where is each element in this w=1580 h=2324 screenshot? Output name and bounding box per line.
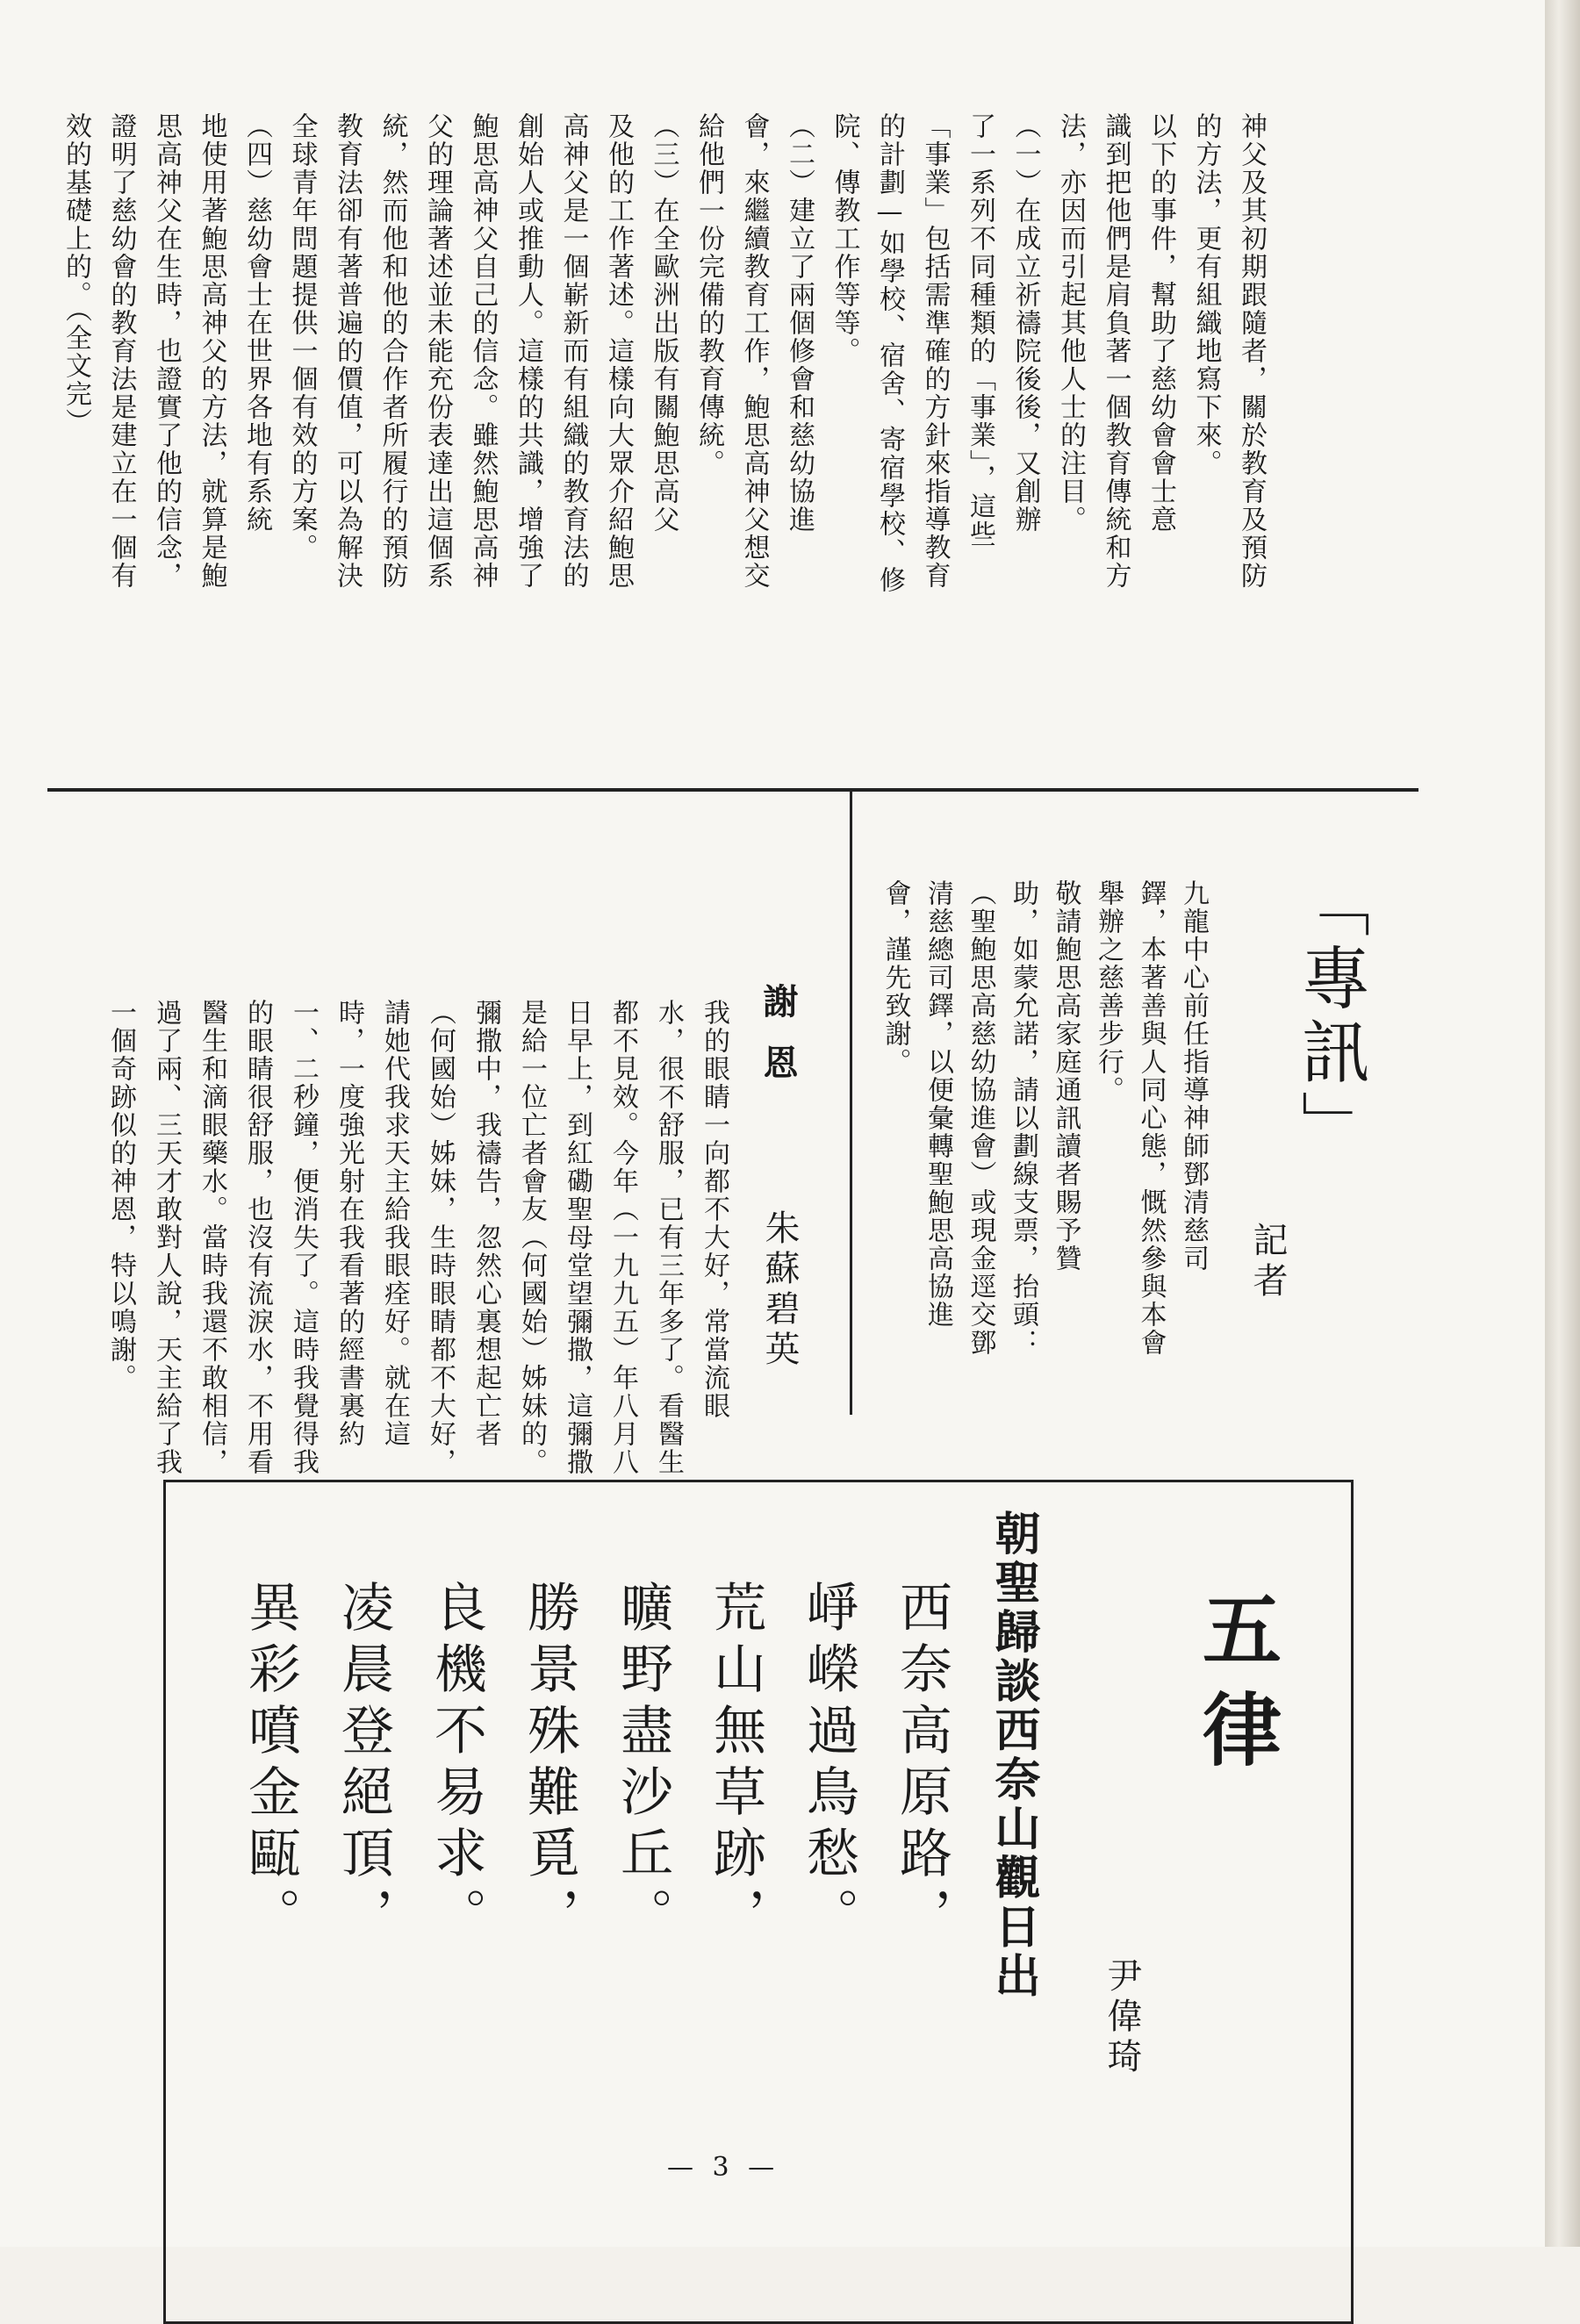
- thanks-column: 一個奇跡似的神恩，特以鳴謝。: [105, 999, 136, 1392]
- page-number: — 3 —: [667, 2152, 780, 2183]
- thanks-column: 的眼睛很舒服，也沒有流淚水，不用看: [242, 999, 273, 1476]
- poem-line: 西奈高原路，: [891, 1580, 952, 1948]
- article-column: （二）建立了兩個修會和慈幼協進: [784, 112, 815, 534]
- article-column: 會，來繼續教育工作，鮑思高神父想交: [738, 112, 770, 590]
- article-column: 教育法卻有著普遍的價值，可以為解決: [332, 112, 363, 590]
- article-column: 統，然而他和他的合作者所履行的預防: [377, 112, 408, 590]
- poem-author: 尹偉琦: [1102, 1957, 1142, 2078]
- article-column: （四）慈幼會士在世界各地有系統: [241, 112, 272, 534]
- thanks-title: 謝恩: [758, 983, 799, 1106]
- poem-subtitle: 朝聖歸談西奈山觀日出: [987, 1510, 1040, 2001]
- notice-column: 九龍中心前任指導神師鄧清慈司: [1178, 879, 1209, 1273]
- article-column: 院、傳教工作等等。: [829, 112, 860, 365]
- article-column: 的方法，更有組織地寫下來。: [1190, 112, 1222, 477]
- article-column: 識到把他們是肩負著一個教育傳統和方: [1100, 112, 1131, 590]
- thanks-column: 都不見效。今年（一九九五）年八月八: [607, 999, 638, 1476]
- poem-line: 荒山無草跡，: [705, 1580, 766, 1948]
- article-column: 創始人或推動人。這樣的共識，增強了: [513, 112, 543, 590]
- thanks-column: 時，一度強光射在我看著的經書裏約: [334, 999, 364, 1448]
- article-column: 父的理論著述並未能充份表達出這個系: [422, 112, 453, 590]
- thanks-column: 一、二秒鐘，便消失了。這時我覺得我: [288, 999, 319, 1476]
- notice-column: 敬請鮑思高家庭通訊讀者賜予贊: [1050, 879, 1081, 1273]
- notice-column: （聖鮑思高慈幼協進會）或現金逕交鄧: [965, 879, 996, 1357]
- poem-line: 曠野盡沙丘。: [612, 1580, 673, 1948]
- section-divider-top: [47, 788, 1418, 792]
- article-column: 全球青年問題提供一個有效的方案。: [286, 112, 318, 562]
- article-column: 效的基礎上的。（全文完）: [61, 112, 91, 436]
- notice-column: 舉辦之慈善步行。: [1093, 879, 1124, 1104]
- article-column: 地使用著鮑思高神父的方法，就算是鮑: [196, 112, 227, 590]
- article-column: （一）在成立祈禱院後後，又創辦: [1009, 112, 1041, 534]
- notice-byline: 記者: [1247, 1222, 1288, 1302]
- notice-title: 「專訊」: [1290, 869, 1369, 1164]
- thanks-column: 醫生和滴眼藥水。當時我還不敢相信，: [197, 999, 227, 1476]
- article-column: 鮑思高神父自己的信念。雖然鮑思高神: [467, 112, 499, 590]
- thanks-author: 朱蘇碧英: [759, 1209, 800, 1371]
- article-column: 的計劃—如學校、宿舍、寄宿學校、修: [874, 112, 905, 594]
- thanks-column: 我的眼睛一向都不大好，常當流眼: [699, 999, 729, 1420]
- poem-line: 凌晨登絕頂，: [333, 1580, 394, 1948]
- article-column: 及他的工作著述。這樣向大眾介紹鮑思: [603, 112, 634, 590]
- article-column: 證明了慈幼會的教育法是建立在一個有: [105, 112, 137, 590]
- notice-column: 鐸，本著善與人同心態，慨然參與本會: [1135, 879, 1167, 1357]
- poem-line: 崢嶸過鳥愁。: [798, 1580, 859, 1948]
- poem-line: 良機不易求。: [426, 1580, 487, 1948]
- article-column: 法，亦因而引起其他人士的注目。: [1055, 112, 1086, 534]
- thanks-column: 過了兩、三天才敢對人說，天主給了我: [151, 999, 182, 1476]
- notice-column: 會，謹先致謝。: [880, 879, 911, 1076]
- thanks-column: 是給一位亡者會友（何國始）姊妹的。: [516, 999, 547, 1476]
- article-column: 神父及其初期跟隨者，關於教育及預防: [1236, 112, 1267, 590]
- thanks-column: 日早上，到紅磡聖母堂望彌撒，這彌撒: [562, 999, 592, 1476]
- article-column: 給他們一份完備的教育傳統。: [693, 112, 724, 477]
- binding-edge: [1545, 0, 1580, 2247]
- article-column: 思高神父在生時，也證實了他的信念，: [151, 112, 182, 590]
- article-column: 以下的事件，幫助了慈幼會會士意: [1146, 112, 1176, 534]
- poem-line: 勝景殊難覓，: [519, 1580, 580, 1948]
- article-column: 高神父是一個嶄新而有組織的教育法的: [557, 112, 589, 590]
- thanks-column: 請她代我求天主給我眼痊好。就在這: [379, 999, 410, 1448]
- thanks-column: 彌撒中，我禱告，忽然心裏想起亡者: [470, 999, 501, 1448]
- article-column: 了一系列不同種類的「事業」，這些: [965, 112, 995, 549]
- article-column: （三）在全歐洲出版有關鮑思高父: [648, 112, 679, 534]
- notice-column: 助，如蒙允諾，請以劃線支票，抬頭：: [1008, 879, 1038, 1357]
- poem-title: 五律: [1189, 1589, 1282, 1789]
- notice-column: 清慈總司鐸，以便彙轉聖鮑思高協進: [923, 879, 953, 1329]
- poem-line: 異彩噴金甌。: [240, 1580, 301, 1948]
- article-column: 「事業」包括需準確的方針來指導教育: [919, 112, 951, 590]
- thanks-column: 水，很不舒服，已有三年多了。看醫生: [653, 999, 684, 1476]
- thanks-column: （何國始）姊妹，生時眼睛都不大好，: [425, 999, 456, 1476]
- section-divider-vertical: [850, 792, 852, 1415]
